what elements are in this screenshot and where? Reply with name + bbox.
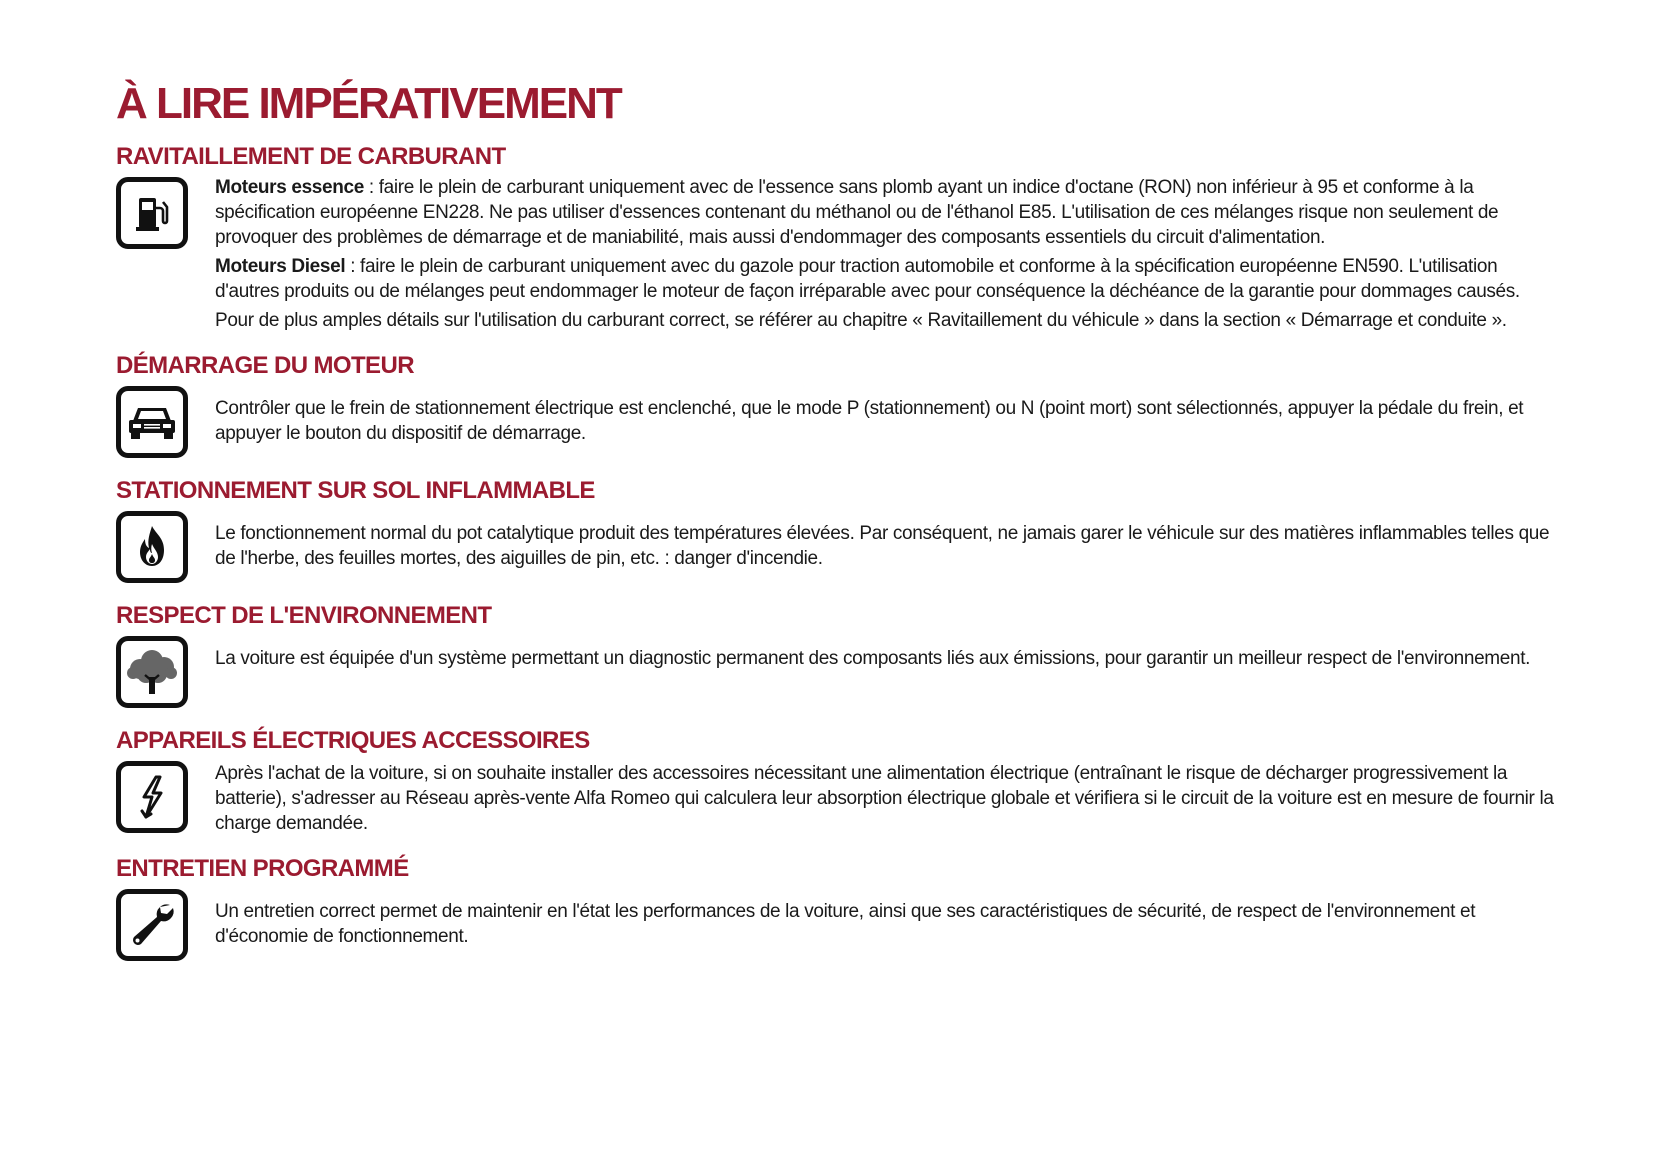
section-heading: APPAREILS ÉLECTRIQUES ACCESSOIRES: [116, 727, 590, 754]
section-heading: DÉMARRAGE DU MOTEUR: [116, 352, 414, 379]
fuel-pump-icon: [116, 177, 188, 249]
paragraph: La voiture est équipée d'un système permettant un diagnostic permanent des composants liés aux émissions, pour garantir un meilleur respect de l'environnement.: [215, 648, 1531, 669]
paragraph: Un entretien correct permet de maintenir en l'état les performances de la voiture, ainsi que ses caractéristiques de sécurité, de respect de l'environnement et d'économie de fonctionnement.: [215, 901, 1476, 947]
lightning-icon: [116, 761, 188, 833]
wrench-icon: [116, 889, 188, 961]
section-heading: RAVITAILLEMENT DE CARBURANT: [116, 143, 506, 170]
section-heading: ENTRETIEN PROGRAMMÉ: [116, 855, 409, 882]
paragraph-petrol: Moteurs essence : faire le plein de carburant uniquement avec de l'essence sans plomb ayant un indice d'octane (RON) non inférieur à 95 et conforme à la spécification européenne EN228. Ne pas utiliser d'essences contenant du méthanol ou de l'éthanol E85. L'utilisation de ces mélanges risque non seulement de provoquer des problèmes de démarrage et de maniabilité, mais aussi d'endommager des composants essentiels du circuit d'alimentation.: [215, 177, 1499, 248]
fire-icon: [116, 511, 188, 583]
section-environment: [116, 601, 1556, 708]
page: [116, 78, 1556, 961]
section-heading: STATIONNEMENT SUR SOL INFLAMMABLE: [116, 477, 595, 504]
paragraph: Le fonctionnement normal du pot catalytique produit des températures élevées. Par conséquent, ne jamais garer le véhicule sur des matières inflammables telles que de l'herbe, des feuilles mortes, des aiguilles de pin, etc. : danger d'incendie.: [215, 523, 1550, 569]
paragraph-diesel: Moteurs Diesel : faire le plein de carburant uniquement avec du gazole pour traction automobile et conforme à la spécification européenne EN590. L'utilisation d'autres produits ou de mélanges peut endommager le moteur de façon irréparable avec pour conséquence la déchéance de la garantie pour dommages causés.: [215, 256, 1520, 302]
section-engine-start: [116, 351, 1556, 458]
section-maintenance: [116, 854, 1556, 961]
page-title: À LIRE IMPÉRATIVEMENT: [116, 79, 621, 128]
tree-icon: [116, 636, 188, 708]
paragraph: Contrôler que le frein de stationnement électrique est enclenché, que le mode P (stationnement) ou N (point mort) sont sélectionnés, appuyer la pédale du frein, et appuyer le bouton du dispositif de démarrage.: [215, 398, 1524, 444]
paragraph: Après l'achat de la voiture, si on souhaite installer des accessoires nécessitant une alimentation électrique (entraînant le risque de décharger progressivement la batterie), s'adresser au Réseau après-vente Alfa Romeo qui calculera leur absorption électrique globale et vérifiera si le circuit de la voiture est en mesure de fournir la charge demandée.: [215, 763, 1554, 834]
paragraph-more-info: Pour de plus amples détails sur l'utilisation du carburant correct, se référer au chapitre « Ravitaillement du véhicule » dans la section « Démarrage et conduite ».: [215, 310, 1507, 331]
section-heading: RESPECT DE L'ENVIRONNEMENT: [116, 602, 492, 629]
car-icon: [116, 386, 188, 458]
section-flammable: [116, 476, 1556, 583]
section-electrical: [116, 726, 1556, 840]
section-fuel: [116, 142, 1556, 337]
